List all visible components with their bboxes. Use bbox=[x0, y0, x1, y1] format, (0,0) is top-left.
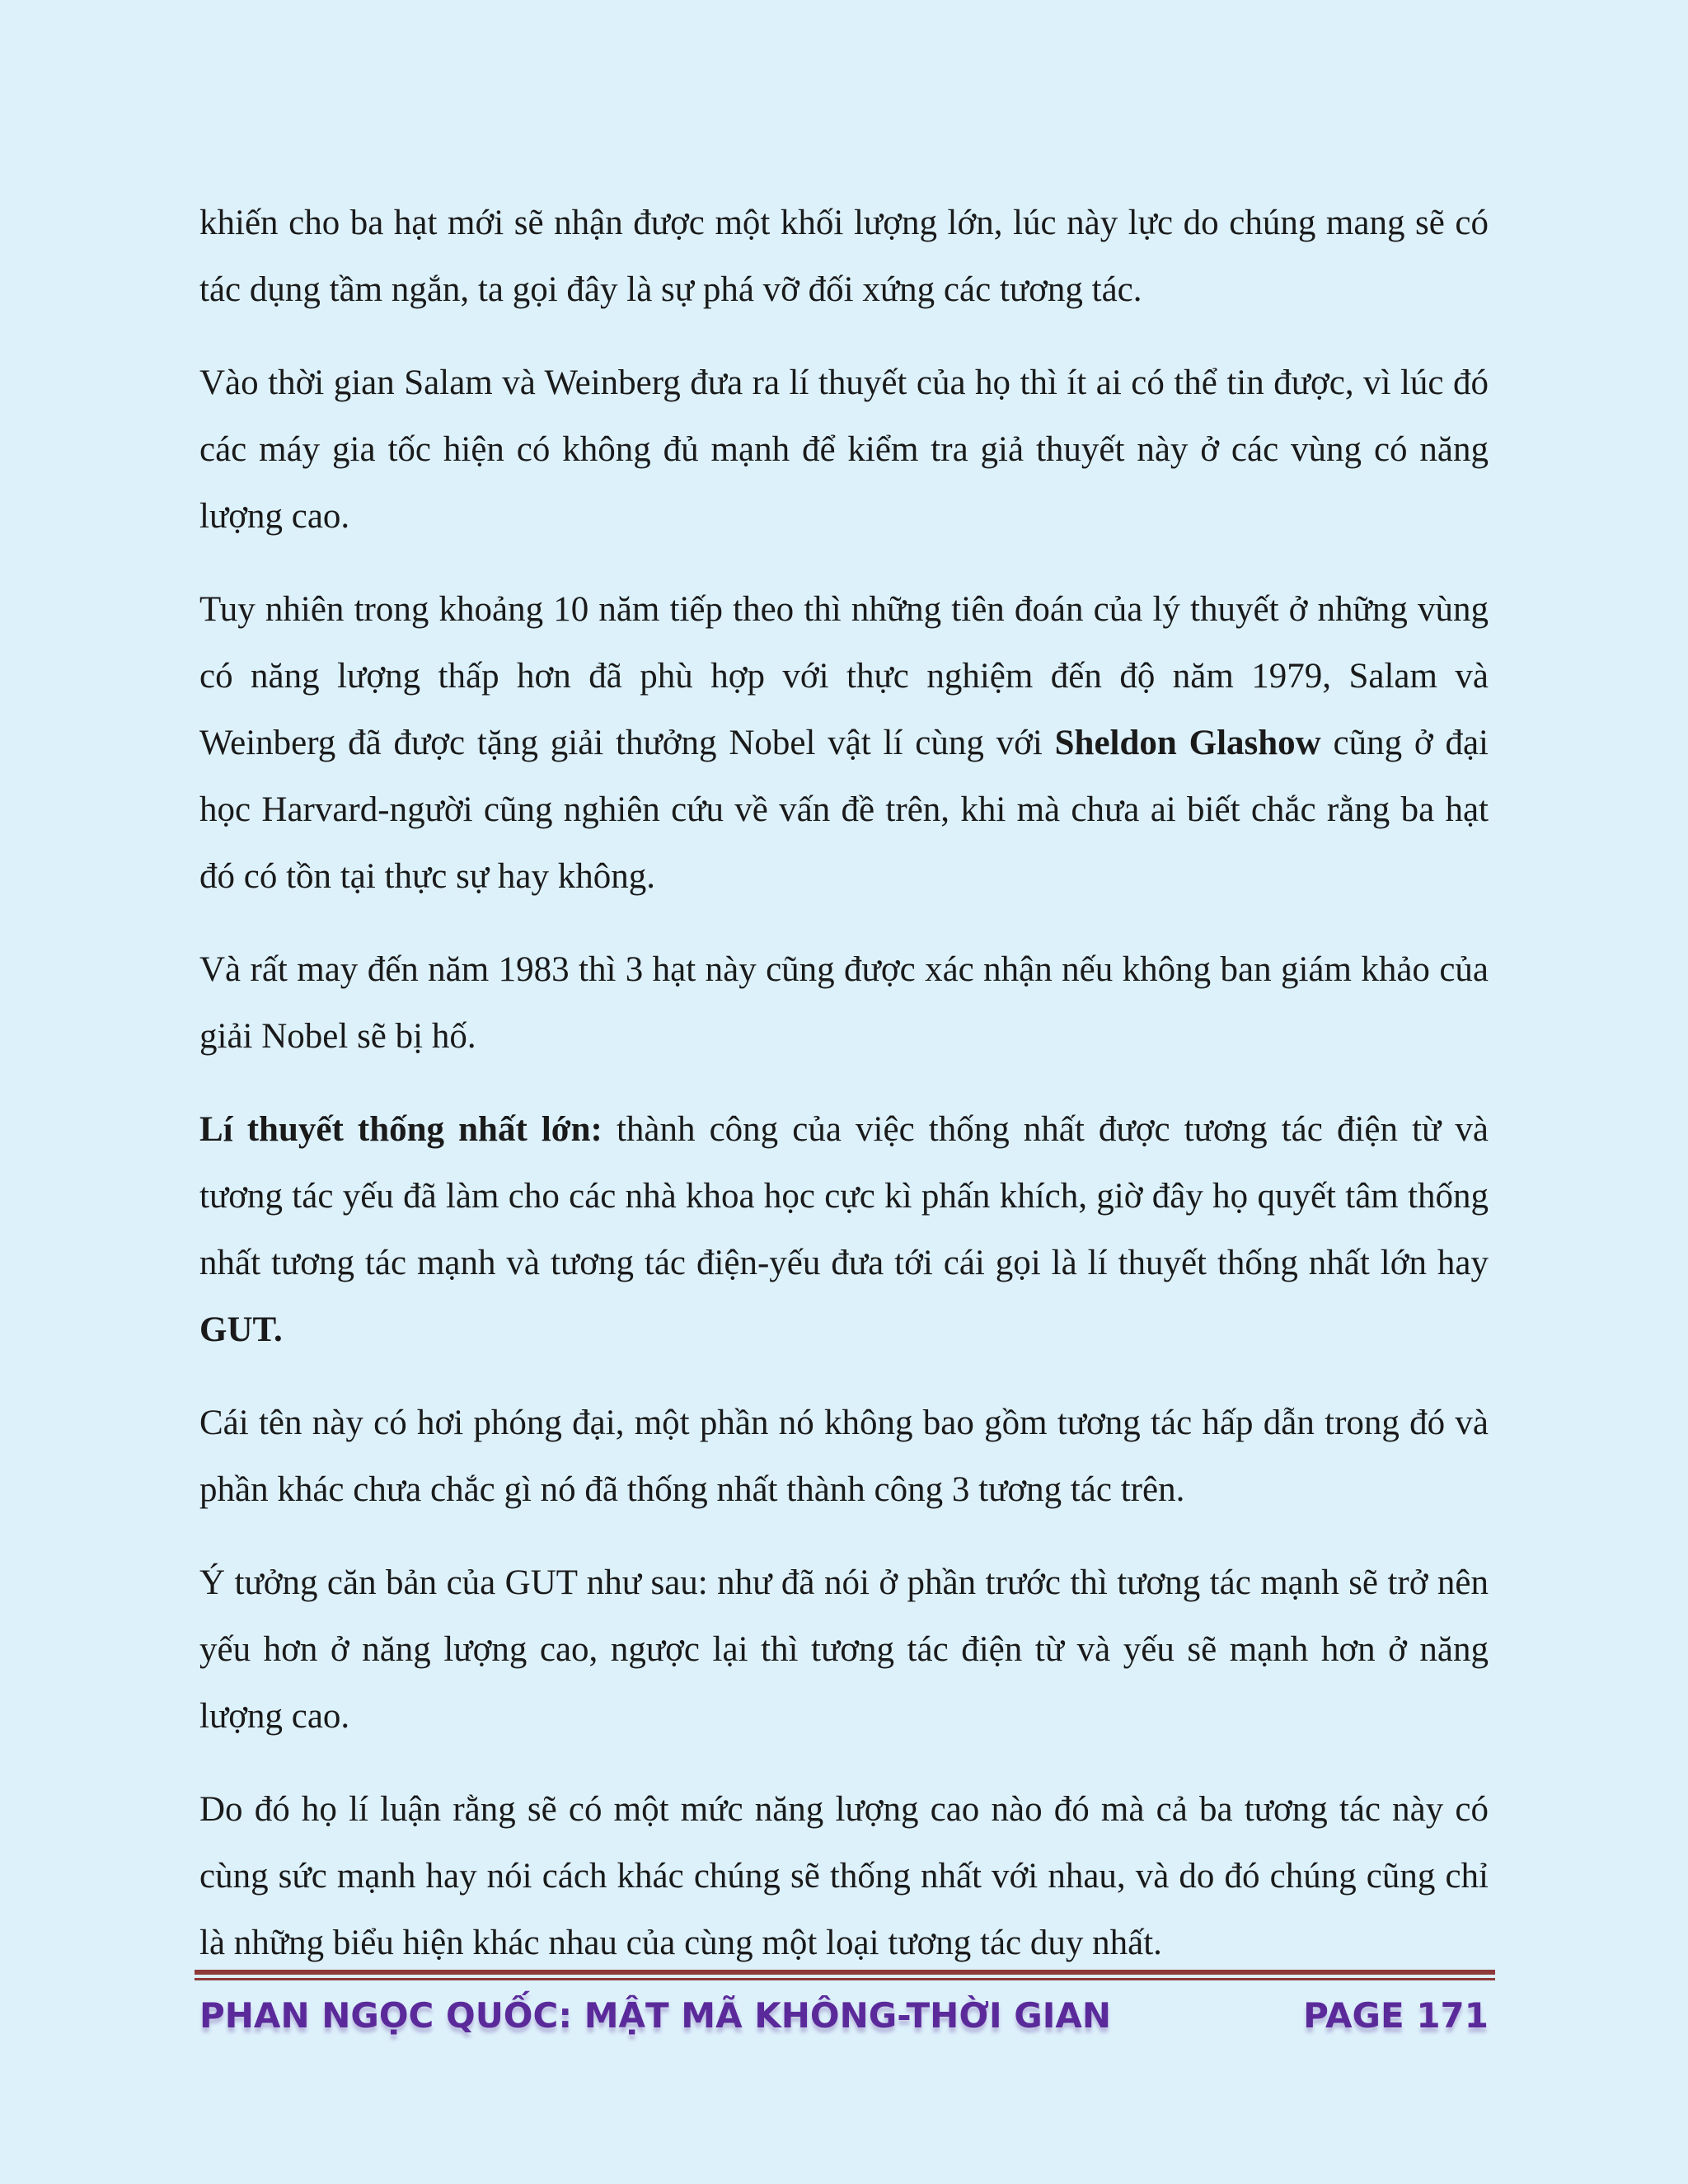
bold-name-sheldon-glashow: Sheldon Glashow bbox=[1054, 724, 1321, 762]
paragraph-6 bbox=[199, 1390, 1489, 1523]
footer-divider bbox=[195, 1970, 1495, 1975]
bold-term-gut: GUT. bbox=[199, 1310, 283, 1349]
paragraph-text: Vào thời gian Salam và Weinberg đưa ra lí thuyết của họ thì ít ai có thể tin được, vì lúc đó các máy gia tốc hiện có không đủ mạnh để kiểm tra giả thuyết này ở các vùng có năng lượng cao. bbox=[199, 363, 1489, 536]
page-footer bbox=[199, 1986, 1489, 2044]
paragraph-8 bbox=[199, 1776, 1489, 1976]
paragraph-text: Ý tưởng căn bản của GUT như sau: như đã nói ở phần trước thì tương tác mạnh sẽ trở nên yếu hơn ở năng lượng cao, ngược lại thì tương tác điện từ và yếu sẽ mạnh hơn ở năng lượng cao. bbox=[199, 1563, 1489, 1736]
footer-title: PHAN NGỌC QUỐC: MẬT MÃ KHÔNG-THỜI GIAN bbox=[199, 1994, 1112, 2036]
paragraph-7 bbox=[199, 1549, 1489, 1750]
section-heading-gut: Lí thuyết thống nhất lớn: bbox=[199, 1110, 603, 1149]
paragraph-3 bbox=[199, 576, 1489, 910]
paragraph-text: thành công của việc thống nhất được tương tác điện từ và tương tác yếu đã làm cho các nhà khoa học cực kì phấn khích, giờ đây họ quyết tâm thống nhất tương tác mạnh và tương tác điện-yếu đưa tới cái gọi là lí thuyết thống nhất lớn hay bbox=[199, 1110, 1489, 1282]
paragraph-text: Và rất may đến năm 1983 thì 3 hạt này cũng được xác nhận nếu không ban giám khảo của giải Nobel sẽ bị hố. bbox=[199, 950, 1489, 1056]
paragraph-1 bbox=[199, 190, 1489, 323]
paragraph-5 bbox=[199, 1096, 1489, 1363]
paragraph-4 bbox=[199, 936, 1489, 1070]
paragraph-text: Tuy nhiên trong khoảng 10 năm tiếp theo thì những tiên đoán của lý thuyết ở những vùng có năng lượng thấp hơn đã phù hợp với thực nghiệm đến độ năm 1979, Salam và Weinberg đã được tặng giải thưởng Nobel vật lí cùng với bbox=[199, 590, 1489, 762]
paragraph-text: Do đó họ lí luận rằng sẽ có một mức năng lượng cao nào đó mà cả ba tương tác này có cùng sức mạnh hay nói cách khác chúng sẽ thống nhất với nhau, và do đó chúng cũng chỉ là những biểu hiện khác nhau của cùng một loại tương tác duy nhất. bbox=[199, 1790, 1489, 1962]
paragraph-text: cũng ở đại học Harvard-người cũng nghiên cứu về vấn đề trên, khi mà chưa ai biết chắc rằng ba hạt đó có tồn tại thực sự hay không. bbox=[199, 724, 1489, 896]
page-body bbox=[199, 190, 1489, 1976]
page-number: PAGE 171 bbox=[1303, 1994, 1489, 2036]
paragraph-text: Cái tên này có hơi phóng đại, một phần nó không bao gồm tương tác hấp dẫn trong đó và phần khác chưa chắc gì nó đã thống nhất thành công 3 tương tác trên. bbox=[199, 1404, 1489, 1509]
paragraph-2 bbox=[199, 349, 1489, 550]
footer-divider-thin bbox=[195, 1978, 1495, 1980]
paragraph-text: khiến cho ba hạt mới sẽ nhận được một khối lượng lớn, lúc này lực do chúng mang sẽ có tác dụng tầm ngắn, ta gọi đây là sự phá vỡ đối xứng các tương tác. bbox=[199, 204, 1489, 309]
